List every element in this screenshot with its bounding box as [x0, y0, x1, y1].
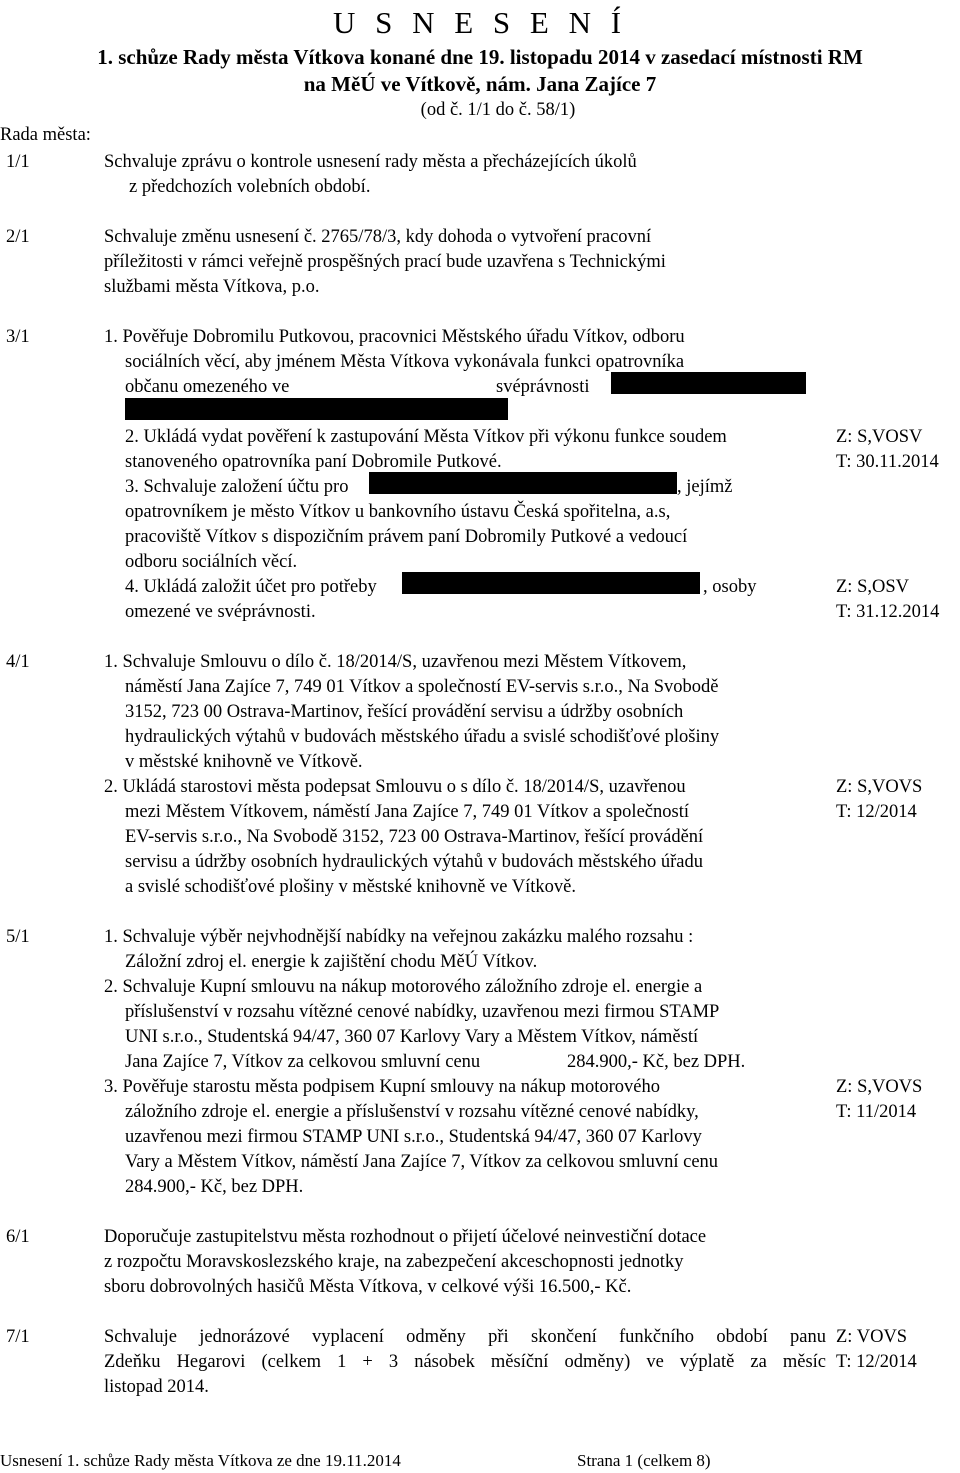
term-label: T: 31.12.2014	[836, 602, 940, 622]
term-label: T: 12/2014	[836, 802, 917, 822]
item-4-para-2-line: EV-servis s.r.o., Na Svobodě 3152, 723 00 Ostrava-Martinov, řešící provádění	[125, 827, 704, 847]
item-5-para-2-line: 284.900,- Kč, bez DPH.	[567, 1052, 746, 1072]
item-5-para-3-line: Vary a Městem Vítkov, náměstí Jana Zajíce 7, Vítkov za celkovou smluvní cenu	[125, 1152, 719, 1172]
responsible-label: Z: S,VOVS	[836, 777, 923, 797]
redaction-block	[402, 572, 700, 594]
item-7-line: Zdeňku Hegarovi (celkem 1 + 3 násobek měsíční odměny) ve výplatě za měsíc	[104, 1352, 826, 1372]
item-5-para-1-line: Záložní zdroj el. energie k zajištění chodu MěÚ Vítkov.	[125, 952, 538, 972]
item-3-para-3-line: , jejímž	[677, 477, 733, 497]
item-3-para-3-line: 3. Schvaluje založení účtu pro	[125, 477, 349, 497]
footer-left: Usnesení 1. schůze Rady města Vítkova ze dne 19.11.2014	[0, 1451, 401, 1470]
term-label: T: 30.11.2014	[836, 452, 939, 472]
item-4-para-2-line: servisu a údržby osobních hydraulických výtahů v budovách městského úřadu	[125, 852, 703, 872]
item-number-4: 4/1	[6, 652, 30, 672]
item-4-para-1-line: v městské knihovně ve Vítkově.	[125, 752, 363, 772]
item-2-line: příležitosti v rámci veřejně prospěšných prací bude uzavřena s Technickými	[104, 252, 666, 272]
item-3-para-3-line: opatrovníkem je město Vítkov u bankovního ústavu Česká spořitelna, a.s,	[125, 502, 671, 522]
item-5-para-2-line: příslušenství v rozsahu vítězné cenové nabídky, uzavřenou mezi firmou STAMP	[125, 1002, 720, 1022]
item-2-line: službami města Vítkova, p.o.	[104, 277, 320, 297]
item-3-para-1-line: sociálních věcí, aby jménem Města Vítkova vykonávala funkci opatrovníka	[125, 352, 685, 372]
item-1-line: Schvaluje zprávu o kontrole usnesení rady města a přecházejících úkolů	[104, 152, 637, 172]
responsible-label: Z: S,VOSV	[836, 427, 923, 447]
item-4-para-2-line: 2. Ukládá starostovi města podepsat Smlouvu o s dílo č. 18/2014/S, uzavřenou	[104, 777, 686, 797]
responsible-label: Z: S,VOVS	[836, 1077, 923, 1097]
item-number-6: 6/1	[6, 1227, 30, 1247]
redaction-block	[611, 372, 806, 394]
redaction-block	[369, 472, 677, 494]
item-6-line: sboru dobrovolných hasičů Města Vítkova, v celkové výši 16.500,- Kč.	[104, 1277, 632, 1297]
item-7-line: Schvaluje jednorázové vyplacení odměny při skončení funkčního období panu	[104, 1327, 826, 1347]
term-label: T: 11/2014	[836, 1102, 917, 1122]
header-line-1: 1. schůze Rady města Vítkova konané dne 19. listopadu 2014 v zasedací místnosti RM	[97, 45, 863, 69]
header-line-3: (od č. 1/1 do č. 58/1)	[420, 100, 576, 120]
item-number-5: 5/1	[6, 927, 30, 947]
item-4-para-1-line: náměstí Jana Zajíce 7, 749 01 Vítkov a společností EV-servis s.r.o., Na Svobodě	[125, 677, 719, 697]
item-number-3: 3/1	[6, 327, 30, 347]
item-3-para-1-line: svéprávnosti	[496, 377, 590, 397]
item-4-para-1-line: 3152, 723 00 Ostrava-Martinov, řešící provádění servisu a údržby osobních	[125, 702, 684, 722]
item-5-para-3-line: 284.900,- Kč, bez DPH.	[125, 1177, 304, 1197]
intro-text: Rada města:	[0, 125, 91, 145]
item-3-para-4-line: 4. Ukládá založit účet pro potřeby	[125, 577, 377, 597]
item-3-para-1-line: 1. Pověřuje Dobromilu Putkovou, pracovnici Městského úřadu Vítkov, odboru	[104, 327, 685, 347]
item-3-para-3-line: odboru sociálních věcí.	[125, 552, 298, 572]
item-5-para-3-line: 3. Pověřuje starostu města podpisem Kupní smlouvy na nákup motorového	[104, 1077, 660, 1097]
item-7-line: listopad 2014.	[104, 1377, 209, 1397]
item-3-para-4-line: , osoby	[703, 577, 757, 597]
item-3-para-1-line: občanu omezeného ve	[125, 377, 290, 397]
item-4-para-1-line: hydraulických výtahů v budovách městského úřadu a svislé schodišťové plošiny	[125, 727, 720, 747]
item-5-para-2-line: 2. Schvaluje Kupní smlouvu na nákup motorového záložního zdroje el. energie a	[104, 977, 703, 997]
item-5-para-2-line: Jana Zajíce 7, Vítkov za celkovou smluvní cenu	[125, 1052, 481, 1072]
item-3-para-4-line: omezené ve svéprávnosti.	[125, 602, 316, 622]
redaction-block	[125, 398, 508, 420]
item-4-para-1-line: 1. Schvaluje Smlouvu o dílo č. 18/2014/S, uzavřenou mezi Městem Vítkovem,	[104, 652, 687, 672]
item-6-line: z rozpočtu Moravskoslezského kraje, na zabezpečení akceschopnosti jednotky	[104, 1252, 684, 1272]
item-1-line: z předchozích volebních období.	[129, 177, 371, 197]
document-title: U S N E S E N Í	[332, 5, 628, 40]
responsible-label: Z: VOVS	[836, 1327, 908, 1347]
item-5-para-2-line: UNI s.r.o., Studentská 94/47, 360 07 Karlovy Vary a Městem Vítkov, náměstí	[125, 1027, 699, 1047]
term-label: T: 12/2014	[836, 1352, 917, 1372]
item-5-para-3-line: uzavřenou mezi firmou STAMP UNI s.r.o., Studentská 94/47, 360 07 Karlovy	[125, 1127, 702, 1147]
item-3-para-2-line: stanoveného opatrovníka paní Dobromile Putkové.	[125, 452, 502, 472]
item-number-1: 1/1	[6, 152, 30, 172]
item-number-2: 2/1	[6, 227, 30, 247]
item-number-7: 7/1	[6, 1327, 30, 1347]
item-4-para-2-line: mezi Městem Vítkovem, náměstí Jana Zajíce 7, 749 01 Vítkov a společností	[125, 802, 689, 822]
item-6-line: Doporučuje zastupitelstvu města rozhodnout o přijetí účelové neinvestiční dotace	[104, 1227, 707, 1247]
item-2-line: Schvaluje změnu usnesení č. 2765/78/3, kdy dohoda o vytvoření pracovní	[104, 227, 652, 247]
item-5-para-3-line: záložního zdroje el. energie a příslušenství v rozsahu vítězné cenové nabídky,	[125, 1102, 699, 1122]
item-3-para-3-line: pracoviště Vítkov s dispozičním právem paní Dobromily Putkové a vedoucí	[125, 527, 688, 547]
header-line-2: na MěÚ ve Vítkově, nám. Jana Zajíce 7	[303, 72, 657, 96]
responsible-label: Z: S,OSV	[836, 577, 909, 597]
item-5-para-1-line: 1. Schvaluje výběr nejvhodnější nabídky na veřejnou zakázku malého rozsahu :	[104, 927, 694, 947]
item-3-para-2-line: 2. Ukládá vydat pověření k zastupování Města Vítkov při výkonu funkce soudem	[125, 427, 727, 447]
item-4-para-2-line: a svislé schodišťové plošiny v městské knihovně ve Vítkově.	[125, 877, 577, 897]
footer-page: Strana 1 (celkem 8)	[577, 1451, 711, 1470]
